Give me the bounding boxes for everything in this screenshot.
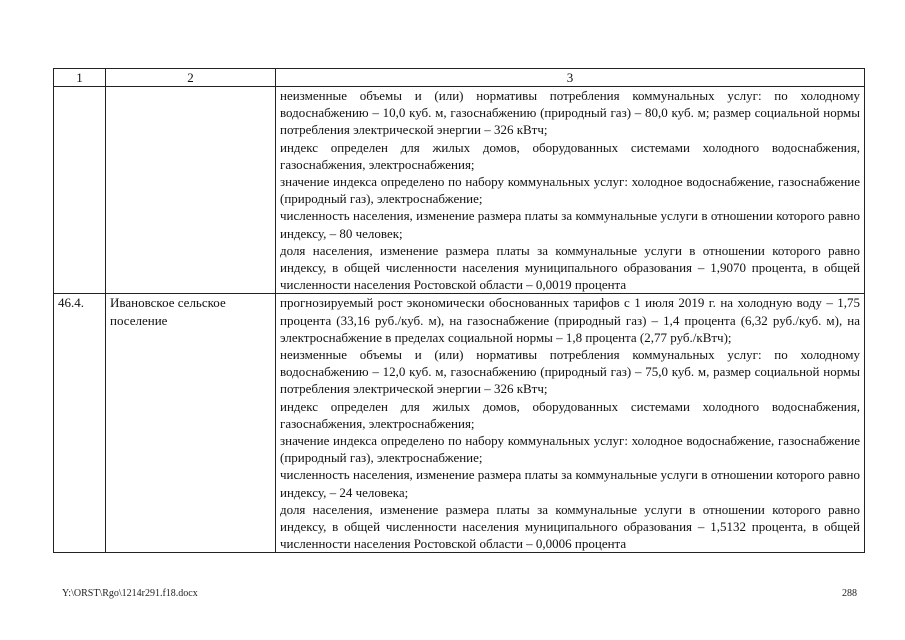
settlement-name [106, 87, 276, 294]
column-number-2: 2 [106, 69, 276, 87]
document-table [53, 68, 865, 553]
table-row [54, 294, 865, 553]
paragraph: значение индекса определено по набору коммунальных услуг: холодное водоснабжение, газоснабжение (природный газ), электроснабжение; [280, 433, 860, 466]
table-row [54, 87, 865, 294]
column-number-3: 3 [276, 69, 865, 87]
paragraph: неизменные объемы и (или) нормативы потребления коммунальных услуг: по холодному водоснабжению – 12,0 куб. м, газоснабжению (природный газ) – 75,0 куб. м, размер социальной нормы потребления электрической энергии – 326 кВтч; [280, 347, 860, 397]
paragraph: доля населения, изменение размера платы за коммунальные услуги в отношении которого равно индексу, в общей численности населения муниципального образования – 1,5132 процента, в общей численности населения Ростовской области – 0,0006 процента [280, 501, 860, 552]
paragraph: численность населения, изменение размера платы за коммунальные услуги в отношении которого равно индексу, – 80 человек; [280, 208, 860, 241]
paragraph: индекс определен для жилых домов, оборудованных системами холодного водоснабжения, газоснабжения, электроснабжения; [280, 139, 860, 172]
row-description [276, 87, 865, 294]
paragraph: неизменные объемы и (или) нормативы потребления коммунальных услуг: по холодному водоснабжению – 10,0 куб. м, газоснабжению (природный газ) – 80,0 куб. м; размер социальной нормы потребления электрической энергии – 326 кВтч; [280, 88, 860, 138]
column-number-1: 1 [54, 69, 106, 87]
paragraph: доля населения, изменение размера платы за коммунальные услуги в отношении которого равно индексу, в общей численности населения муниципального образования – 1,9070 процента, в общей численности населения Ростовской области – 0,0019 процента [280, 242, 860, 293]
paragraph: численность населения, изменение размера платы за коммунальные услуги в отношении которого равно индексу, – 24 человека; [280, 467, 860, 500]
paragraph: прогнозируемый рост экономически обоснованных тарифов с 1 июля 2019 г. на холодную воду – 1,75 процента (33,16 руб./куб. м), на газоснабжение (природный газ) – 1,4 процента (6,32 руб./куб. м), на электроснабжение в пределах социальной нормы – 1,8 процента (2,77 руб./кВтч); [280, 295, 860, 345]
settlement-name: Ивановское сельское поселение [106, 294, 276, 553]
row-description [276, 294, 865, 553]
footer-file-path: Y:\ORST\Rgo\1214r291.f18.docx [62, 588, 198, 599]
row-number [54, 87, 106, 294]
paragraph: значение индекса определено по набору коммунальных услуг: холодное водоснабжение, газоснабжение (природный газ), электроснабжение; [280, 174, 860, 207]
table-header-row [54, 69, 865, 87]
footer-page-number: 288 [842, 588, 857, 599]
row-number: 46.4. [54, 294, 106, 553]
paragraph: индекс определен для жилых домов, оборудованных системами холодного водоснабжения, газоснабжения, электроснабжения; [280, 398, 860, 431]
